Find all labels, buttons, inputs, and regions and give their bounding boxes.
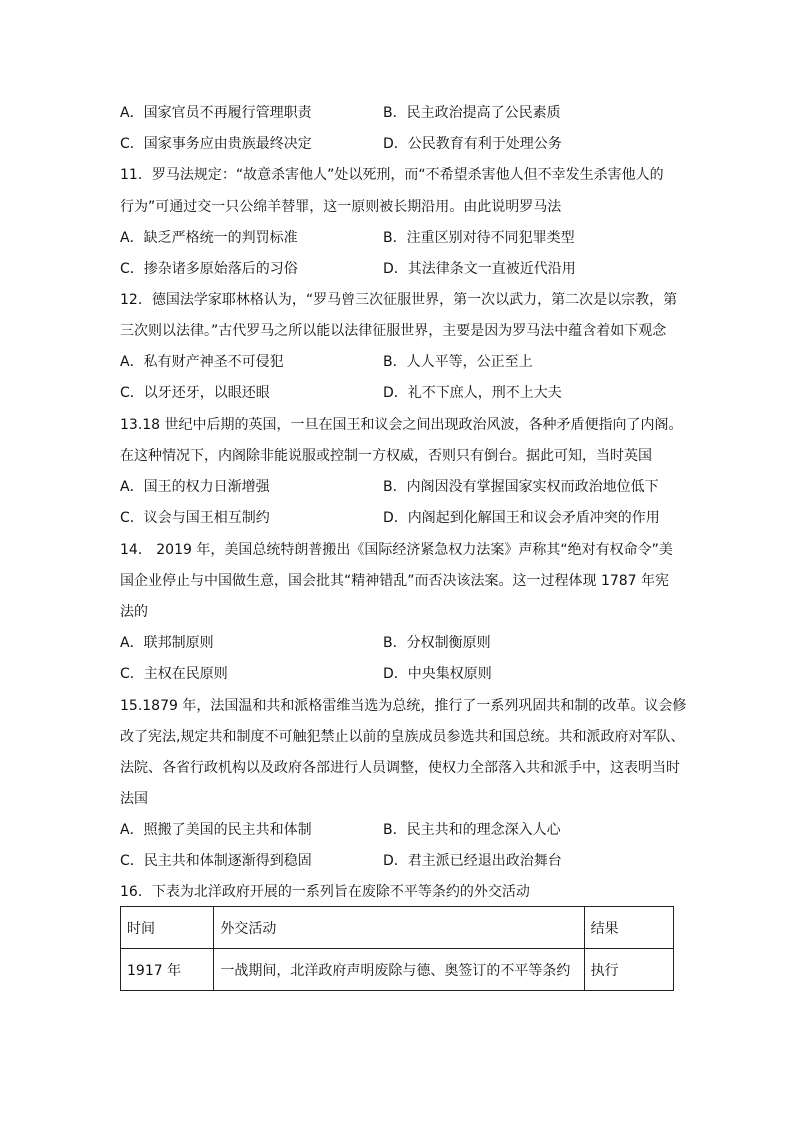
q13-option-c: C．议会与国王相互制约 (120, 510, 270, 526)
q12-stem-line-2: 三次则以法律。”古代罗马之所以能以法律征服世界，主要是因为罗马法中蕴含着如下观念 (120, 323, 667, 339)
q14-option-a: A．联邦制原则 (120, 635, 214, 651)
q16-stem: 16．下表为北洋政府开展的一系列旨在废除不平等条约的外交活动 (120, 884, 530, 900)
q15-option-d: D．君主派已经退出政治舞台 (383, 853, 562, 869)
table-header-row (121, 907, 674, 949)
table-header-time: 时间 (121, 907, 214, 949)
q10-option-a: A．国家官员不再履行管理职责 (120, 105, 312, 121)
q13-stem-line-2: 在这种情况下，内阁除非能说服或控制一方权威，否则只有倒台。据此可知，当时英国 (120, 448, 652, 464)
q13-option-a: A．国王的权力日渐增强 (120, 479, 270, 495)
q14-option-c: C．主权在民原则 (120, 666, 228, 682)
q10-option-c: C．国家事务应由贵族最终决定 (120, 136, 312, 152)
q14-stem-line-3: 法的 (120, 604, 148, 620)
q15-stem-line-4: 法国 (120, 791, 148, 807)
q12-stem-line-1: 12．德国法学家耶林格认为，“罗马曾三次征服世界，第一次以武力，第二次是以宗教，第 (120, 292, 678, 308)
q12-option-a: A．私有财产神圣不可侵犯 (120, 354, 284, 370)
q14-option-d: D．中央集权原则 (383, 666, 492, 682)
q14-stem-line-2: 国企业停止与中国做生意，国会批其“精神错乱”而否决该法案。这一过程体现 1787 年宪 (120, 573, 670, 589)
q16-table (120, 906, 674, 991)
q14-stem-line-1: 14． 2019 年，美国总统特朗普搬出《国际经济紧急权力法案》声称其“绝对有权命令”美 (120, 542, 673, 558)
q15-stem-line-3: 法院、各省行政机构以及政府各部进行人员调整，使权力全部落入共和派手中，这表明当时 (120, 760, 680, 776)
table-header-result: 结果 (584, 907, 673, 949)
q12-option-d: D．礼不下庶人，刑不上大夫 (383, 385, 562, 401)
table-cell-result: 执行 (584, 949, 673, 991)
q15-option-c: C．民主共和体制逐渐得到稳固 (120, 853, 312, 869)
table-row (121, 949, 674, 991)
q14-option-b: B．分权制衡原则 (383, 635, 491, 651)
q12-option-c: C．以牙还牙，以眼还眼 (120, 385, 270, 401)
q15-stem-line-2: 改了宪法,规定共和制度不可触犯禁止以前的皇族成员参选共和国总统。共和派政府对军队、 (120, 729, 685, 745)
q11-option-a: A．缺乏严格统一的判罚标准 (120, 230, 298, 246)
q11-option-d: D．其法律条文一直被近代沿用 (383, 261, 576, 277)
q10-option-b: B．民主政治提高了公民素质 (383, 105, 561, 121)
q11-stem-line-1: 11．罗马法规定：“故意杀害他人”处以死刑，而“不希望杀害他人但不幸发生杀害他人的 (120, 167, 664, 183)
table-cell-time: 1917 年 (121, 949, 214, 991)
q11-option-c: C．掺杂诸多原始落后的习俗 (120, 261, 298, 277)
table-header-activity: 外交活动 (214, 907, 584, 949)
q10-option-d: D．公民教育有利于处理公务 (383, 136, 562, 152)
table-cell-activity: 一战期间，北洋政府声明废除与德、奥签订的不平等条约 (214, 949, 584, 991)
q15-stem-line-1: 15.1879 年，法国温和共和派格雷维当选为总统，推行了一系列巩固共和制的改革。议会修 (120, 698, 687, 714)
q15-option-b: B．民主共和的理念深入人心 (383, 822, 561, 838)
q15-option-a: A．照搬了美国的民主共和体制 (120, 822, 312, 838)
q13-stem-line-1: 13.18 世纪中后期的英国，一旦在国王和议会之间出现政治风波，各种矛盾便指向了内阁。 (120, 417, 683, 433)
q13-option-d: D．内阁起到化解国王和议会矛盾冲突的作用 (383, 510, 660, 526)
q12-option-b: B．人人平等，公正至上 (383, 354, 533, 370)
q11-option-b: B．注重区别对待不同犯罪类型 (383, 230, 575, 246)
q13-option-b: B．内阁因没有掌握国家实权而政治地位低下 (383, 479, 659, 495)
q11-stem-line-2: 行为”可通过交一只公绵羊替罪，这一原则被长期沿用。由此说明罗马法 (120, 199, 562, 215)
